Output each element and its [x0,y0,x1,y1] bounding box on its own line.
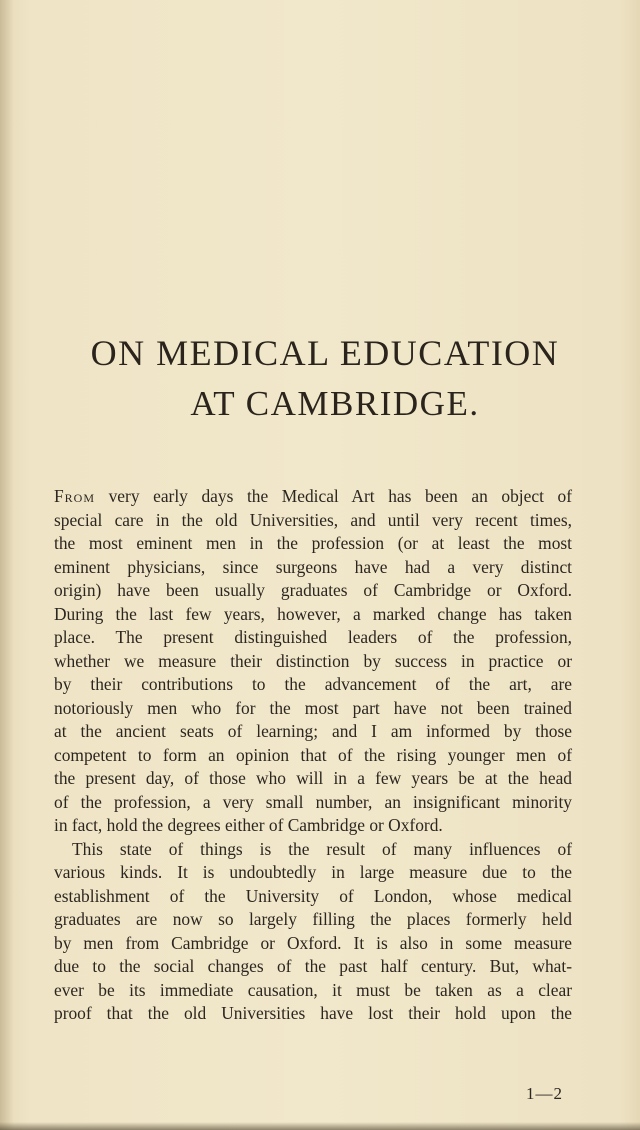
text-line: From very early days the Medical Art has been an object of [54,486,572,506]
text-line: origin) have been usually graduates of Cambridge or Oxford. [54,580,572,600]
title-line-2: AT CAMBRIDGE. [190,384,480,423]
text-line: by their contributions to the advancement of the art, are [54,674,572,694]
text-line: During the last few years, however, a marked change has taken [54,603,572,624]
text-line: This state of things is the result of many influences of [72,838,572,859]
text-line: the most eminent men in the profession (or at least the most [54,533,572,553]
spine-shadow [0,0,14,1130]
text-line: competent to form an opinion that of the rising younger men of [54,744,572,765]
signature-mark: 1—2 [526,1084,563,1103]
page-bottom-edge [0,1122,640,1130]
text-line: establishment of the University of London, whose medical [54,885,572,906]
text-line: due to the social changes of the past half century. But, what- [54,956,572,976]
text-line: various kinds. It is undoubtedly in large measure due to the [54,862,572,882]
text-line: ever be its immediate causation, it must be taken as a clear [54,979,572,1000]
text-line: special care in the old Universities, and until very recent times, [54,509,572,530]
title-line-1: ON MEDICAL EDUCATION [90,333,560,373]
text-line: at the ancient seats of learning; and I am informed by those [54,721,572,741]
text-line: notoriously men who for the most part have not been trained [54,697,572,718]
text-line: the present day, of those who will in a few years be at the head [54,768,572,788]
text-line: place. The present distinguished leaders of the profession, [54,627,572,647]
first-word: From [54,486,96,506]
text-line: whether we measure their distinction by success in practice or [54,650,572,671]
text-line: by men from Cambridge or Oxford. It is also in some measure [54,932,572,953]
text-line: eminent physicians, since surgeons have had a very distinct [54,556,572,577]
text-line: proof that the old Universities have lost their hold upon the [54,1003,572,1023]
text-line: of the profession, a very small number, an insignificant minority [54,791,572,812]
body-text [54,485,572,1026]
text-line: in fact, hold the degrees either of Cambridge or Oxford. [54,815,443,835]
text-line: graduates are now so largely filling the places formerly held [54,909,572,929]
